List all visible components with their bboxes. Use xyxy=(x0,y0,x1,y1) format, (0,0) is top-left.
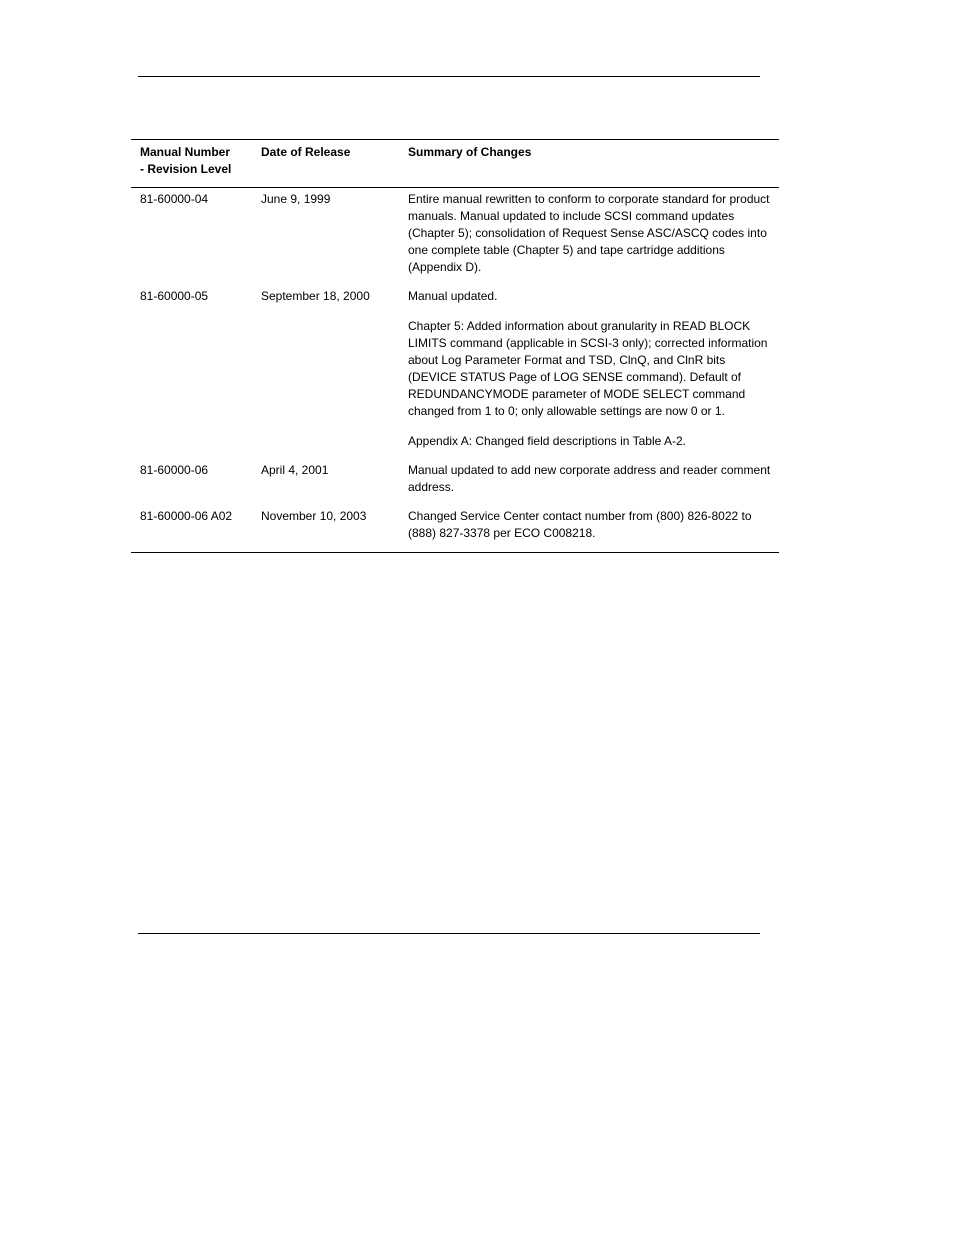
summary-paragraph: Appendix A: Changed field descriptions in Table A-2. xyxy=(408,434,686,448)
summary-cell xyxy=(408,288,777,450)
table-row xyxy=(131,462,779,496)
header-summary: Summary of Changes xyxy=(408,145,532,159)
header-rule xyxy=(138,76,760,77)
header-manual-number xyxy=(140,144,252,178)
date-cell: April 4, 2001 xyxy=(261,463,329,477)
summary-cell xyxy=(408,508,777,542)
header-manual-number-line2: - Revision Level xyxy=(140,162,232,176)
footer-rule xyxy=(138,933,760,934)
summary-paragraph: Chapter 5: Added information about granularity in READ BLOCK LIMITS command (applicable in SCSI-3 only); corrected information about Log Parameter Format and TSD, ClnQ, and ClnR bits (DEVICE STATUS Page of LOG SENSE command). Default of REDUNDANCYMODE parameter of MODE SELECT command changed from 1 to 0; only allowable settings are now 0 or 1. xyxy=(408,319,768,418)
manual-number-cell: 81-60000-04 xyxy=(140,192,209,206)
header-manual-number-line1: Manual Number xyxy=(140,145,231,159)
table-row xyxy=(131,508,779,542)
manual-number-cell: 81-60000-06 A02 xyxy=(140,509,233,523)
table-row xyxy=(131,288,779,450)
manual-number-cell: 81-60000-06 xyxy=(140,463,209,477)
summary-paragraph: Manual updated to add new corporate address and reader comment address. xyxy=(408,463,771,494)
revision-history-table xyxy=(131,139,779,553)
date-cell: June 9, 1999 xyxy=(261,192,331,206)
header-date: Date of Release xyxy=(261,145,351,159)
table-header xyxy=(131,140,779,188)
table-body xyxy=(131,188,779,552)
summary-cell xyxy=(408,191,777,276)
summary-cell xyxy=(408,462,777,496)
summary-paragraph: Entire manual rewritten to conform to corporate standard for product manuals. Manual updated to include SCSI command updates (Chapter 5); consolidation of Request Sense ASC/ASCQ codes into one complete table (Chapter 5) and tape cartridge additions (Appendix D). xyxy=(408,192,770,274)
summary-paragraph: Manual updated. xyxy=(408,289,498,303)
summary-paragraph: Changed Service Center contact number from (800) 826-8022 to (888) 827-3378 per ECO C008218. xyxy=(408,509,752,540)
table-row xyxy=(131,191,779,276)
date-cell: November 10, 2003 xyxy=(261,509,367,523)
date-cell: September 18, 2000 xyxy=(261,289,370,303)
manual-number-cell: 81-60000-05 xyxy=(140,289,209,303)
